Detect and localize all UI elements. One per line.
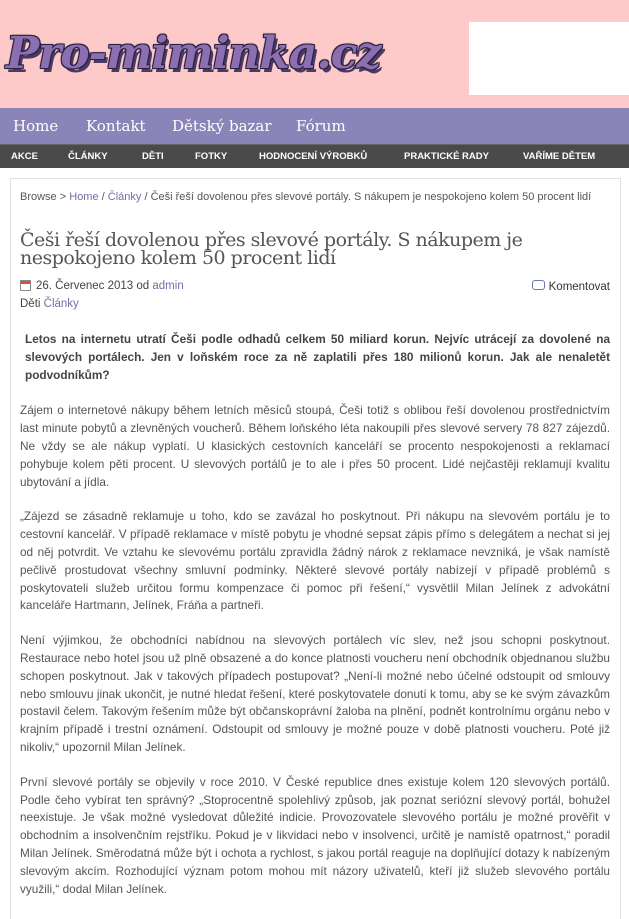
nav-fotky[interactable]: FOTKY: [195, 151, 228, 162]
site-logo[interactable]: Pro-miminka.cz: [6, 28, 381, 79]
category-link[interactable]: Články: [43, 298, 79, 310]
nav-hodnoceni-vyrobku[interactable]: HODNOCENÍ VÝROBKŮ: [259, 151, 368, 162]
calendar-icon: [20, 280, 31, 291]
nav-prakticke-rady[interactable]: PRAKTICKÉ RADY: [404, 151, 489, 162]
breadcrumb: Browse > Home / Články / Češi řeší dovolenou přes slevové portály. S nákupem je nespokojeno kolem 50 procent lidí: [20, 191, 592, 203]
nav-forum[interactable]: Fórum: [296, 117, 346, 135]
category-prefix: Děti: [20, 298, 41, 310]
article-paragraph: „Zájezd se zásadně reklamuje u toho, kdo se zavázal ho poskytnout. Při nákupu na slevovém portálu je to cestovní kancelář. V případě reklamace v místě pobytu je vhodné sepsat zápis přímo s delegátem a nechat si jej od něj potvrdit. Ve vztahu ke slevovému portálu zpravidla žádný nárok z reklamace nevzniká, je však namístě pečlivě prostudovat všechny smluvní podmínky. Některé slevové portály nabízejí v případě problémů s poskytovateli služeb určitou formu kompenzace či pomoc při řešení,“ vysvětlil Milan Jelínek z advokátní kanceláře Hartmann, Jelínek, Fráňa a partneři.: [20, 509, 610, 613]
author-link[interactable]: admin: [152, 280, 184, 292]
article-meta: [20, 280, 184, 292]
comment-link[interactable]: [532, 280, 610, 293]
nav-akce[interactable]: AKCE: [11, 151, 38, 162]
content-area: [10, 178, 621, 919]
article-title: Češi řeší dovolenou přes slevové portály. S nákupem je nespokojeno kolem 50 procent lidí: [20, 229, 523, 269]
nav-clanky[interactable]: ČLÁNKY: [68, 151, 108, 162]
article-categories: [20, 298, 79, 310]
main-nav: [0, 108, 629, 144]
breadcrumb-category[interactable]: Články: [107, 191, 142, 203]
article-paragraph: Zájem o internetové nákupy během letních měsíců stoupá, Češi totiž s oblibou řeší dovolenou prostřednictvím last minute pobytů a zlevněných voucherů. Během loňského léta nakoupili přes slevové servery 78 827 zájezdů. Ne vždy se ale nákup vyplatí. U klasických cestovních kanceláří se procento nespokojenosti a reklamací pohybuje kolem pěti procent. U slevových portálů je to ale i přes 50 procent. Lidé nejčastěji reklamují kvalitu ubytování a jídla.: [20, 403, 610, 489]
comment-bubble-icon: [532, 280, 545, 290]
site-header: [0, 0, 629, 108]
nav-varime-detem[interactable]: VAŘÍME DĚTEM: [523, 151, 596, 162]
by-label: od: [136, 280, 150, 292]
nav-deti[interactable]: DĚTI: [142, 151, 164, 162]
breadcrumb-current: Češi řeší dovolenou přes slevové portály. S nákupem je nespokojeno kolem 50 procent lidí: [150, 191, 592, 203]
article-date: 26. Červenec 2013: [36, 280, 134, 292]
nav-detsky-bazar[interactable]: Dětský bazar: [172, 117, 272, 135]
breadcrumb-home[interactable]: Home: [69, 191, 99, 203]
article-paragraph: První slevové portály se objevily v roce 2010. V České republice dnes existuje kolem 120 slevových portálů. Podle čeho vybírat ten správný? „Stoprocentně spolehlivý způsob, jak poznat seriózní slevový portál, bohužel neexistuje. Je však možné vysledovat důležité indicie. Provozovatele slevového portálu je možné prověřit v obchodním a insolvenčním rejstříku. Pokud je v likvidaci nebo v insolvenci, určitě je namístě opatrnost,“ poradil Milan Jelínek. Směrodatná může být i ochota a rychlost, s jakou portál reaguje na doplňující dotazy k nabízeným slevovým akcím. Rozhodující význam potom mohou mít názory uživatelů, kteří již služeb slevového portálu využili,“ dodal Milan Jelínek.: [20, 774, 610, 896]
breadcrumb-separator: >: [59, 191, 67, 203]
category-nav: [0, 144, 629, 168]
article-paragraph: Není výjimkou, že obchodníci nabídnou na slevových portálech víc slev, než jsou schopni poskytnout. Restaurace nebo hotel jsou už plně obsazené a do konce platnosti voucheru není obchodník objednanou službu schopen poskytnout. Jak v takových případech postupovat? „Není-li možné nebo účelné odstoupit od smlouvy nebo smlouvu jinak ukončit, je nutné hledat řešení, které poskytovatele donutí k tomu, aby se ke svým závazkům postavil čelem. Takovým řešením může být občanskoprávní žaloba na plnění, podnět kontrolnímu orgánu nebo v krajním případě i trestní oznámení. Odstoupit od smlouvy je možné pouze v době platnosti voucheru. Poté již nikoliv,“ upozornil Milan Jelínek.: [20, 633, 610, 754]
article-lead: Letos na internetu utratí Češi podle odhadů celkem 50 miliard korun. Nejvíc utrácejí za dovolené na slevových portálech. Jen v loňském roce za ně zaplatili přes 180 milionů korun. Jak ale nenaletět podvodníkům?: [25, 332, 610, 382]
ad-banner: [469, 22, 629, 95]
breadcrumb-browse: Browse: [20, 191, 57, 203]
comment-label[interactable]: Komentovat: [548, 281, 610, 293]
article-body: [20, 331, 610, 915]
nav-home[interactable]: Home: [13, 117, 59, 135]
nav-kontakt[interactable]: Kontakt: [86, 117, 146, 135]
